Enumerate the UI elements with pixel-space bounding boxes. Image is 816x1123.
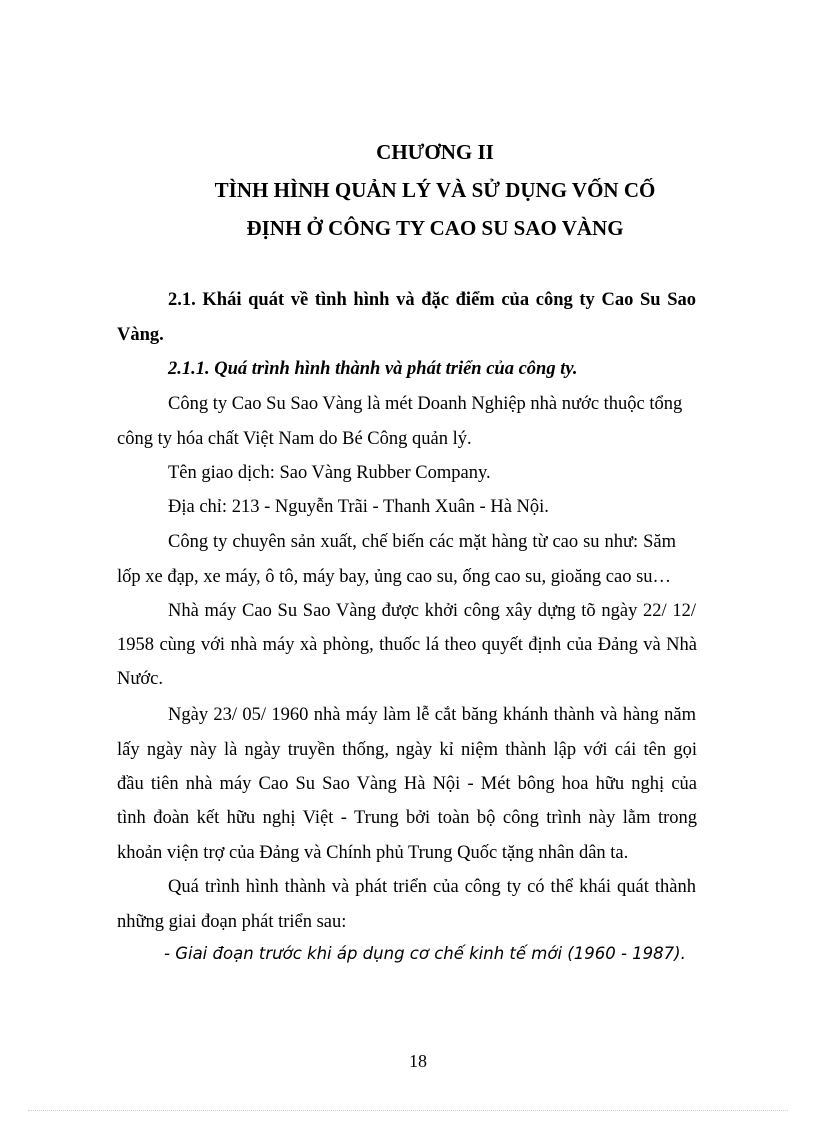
section-heading-line-2: Vàng. xyxy=(117,325,164,345)
subsection-heading: 2.1.1. Quá trình hình thành và phát triển của công ty. xyxy=(168,359,578,379)
paragraph-line: Công ty chuyên sản xuất, chế biến các mặt hàng từ cao su như: Săm xyxy=(168,532,676,552)
chapter-number: CHƯƠNG II xyxy=(376,140,494,164)
paragraph-line: lấy ngày này là ngày truyền thống, ngày kỉ niệm thành lập với cái tên gọi xyxy=(117,740,697,760)
paragraph-line-italic: - Giai đoạn trước khi áp dụng cơ chế kinh tế mới (1960 - 1987). xyxy=(164,944,686,963)
paragraph-line: tình đoàn kết hữu nghị Việt - Trung bởi toàn bộ công trình này lằm trong xyxy=(117,808,697,828)
paragraph-line: những giai đoạn phát triển sau: xyxy=(117,912,347,932)
paragraph-line: Công ty Cao Su Sao Vàng là mét Doanh Nghiệp nhà nước thuộc tổng xyxy=(168,394,683,414)
paragraph-line: công ty hóa chất Việt Nam do Bé Công quản lý. xyxy=(117,429,472,449)
paragraph-line: Ngày 23/ 05/ 1960 nhà máy làm lễ cắt băng khánh thành và hàng năm xyxy=(168,705,696,725)
chapter-title-line-2: ĐỊNH Ở CÔNG TY CAO SU SAO VÀNG xyxy=(246,216,624,240)
paragraph-line: Nhà máy Cao Su Sao Vàng được khởi công xây dựng tõ ngày 22/ 12/ xyxy=(168,601,696,621)
paragraph-line: Quá trình hình thành và phát triển của công ty có thể khái quát thành xyxy=(168,877,696,897)
paragraph-line: lốp xe đạp, xe máy, ô tô, máy bay, ủng cao su, ống cao su, gioăng cao su… xyxy=(117,567,672,587)
paragraph-line: Tên giao dịch: Sao Vàng Rubber Company. xyxy=(168,463,491,483)
page-number: 18 xyxy=(409,1051,427,1071)
paragraph-line: khoản viện trợ của Đảng và Chính phủ Trung Quốc tặng nhân dân ta. xyxy=(117,843,629,863)
paragraph-line: Nước. xyxy=(117,669,164,689)
paragraph-line: đầu tiên nhà máy Cao Su Sao Vàng Hà Nội - Mét bông hoa hữu nghị của xyxy=(117,774,697,794)
paragraph-line: 1958 cùng với nhà máy xà phòng, thuốc lá theo quyết định của Đảng và Nhà xyxy=(117,635,697,655)
page-bottom-rule xyxy=(28,1110,788,1111)
section-heading-line-1: 2.1. Khái quát về tình hình và đặc điểm của công ty Cao Su Sao xyxy=(168,290,696,310)
paragraph-line: Địa chỉ: 213 - Nguyễn Trãi - Thanh Xuân - Hà Nội. xyxy=(168,497,549,517)
chapter-title-line-1: TÌNH HÌNH QUẢN LÝ VÀ SỬ DỤNG VỐN CỐ xyxy=(214,178,656,202)
